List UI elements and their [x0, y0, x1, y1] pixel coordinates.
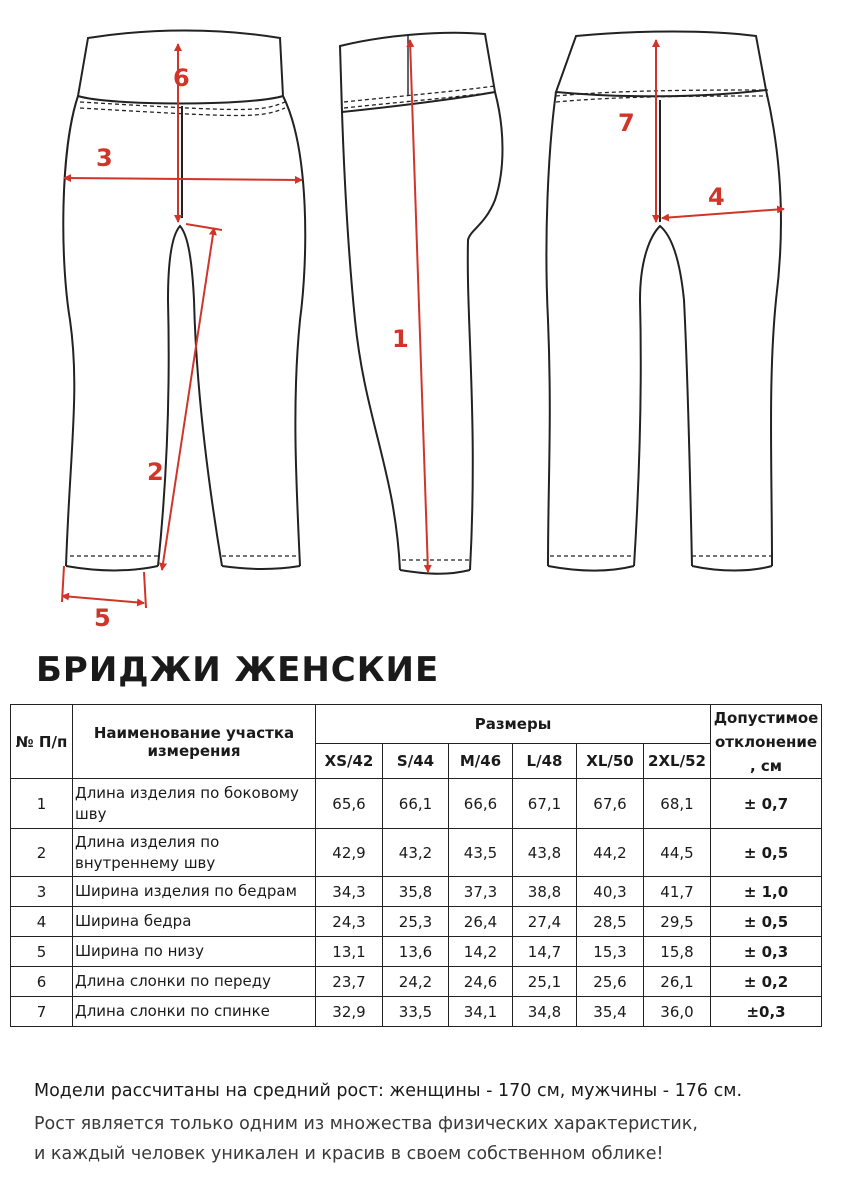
measure-label-5: 5 — [94, 604, 111, 632]
size-value: 43,8 — [513, 829, 577, 877]
table-header-row — [11, 705, 822, 744]
size-value: 24,6 — [449, 967, 513, 997]
size-value: 24,3 — [316, 907, 383, 937]
row-name: Длина слонки по спинке — [73, 997, 316, 1027]
arrow-1 — [410, 40, 428, 572]
footnote-line-1: Модели рассчитаны на средний рост: женщины - 170 см, мужчины - 176 см. — [34, 1081, 743, 1101]
size-value: 65,6 — [316, 779, 383, 829]
size-value: 14,2 — [449, 937, 513, 967]
size-value: 29,5 — [644, 907, 711, 937]
size-value: 35,8 — [383, 877, 449, 907]
size-value: 24,2 — [383, 967, 449, 997]
size-value: 41,7 — [644, 877, 711, 907]
size-value: 38,8 — [513, 877, 577, 907]
row-name: Ширина изделия по бедрам — [73, 877, 316, 907]
table-row — [11, 937, 822, 967]
size-value: 28,5 — [577, 907, 644, 937]
row-name: Длина изделия по внутреннему шву — [73, 829, 316, 877]
size-value: 35,4 — [577, 997, 644, 1027]
size-value: 33,5 — [383, 997, 449, 1027]
row-number: 2 — [11, 829, 73, 877]
footnote-line-3: и каждый человек уникален и красив в своем собственном облике! — [34, 1144, 664, 1164]
size-value: 34,8 — [513, 997, 577, 1027]
size-value: 36,0 — [644, 997, 711, 1027]
size-value: 26,1 — [644, 967, 711, 997]
row-name: Длина изделия по боковому шву — [73, 779, 316, 829]
size-value: 34,3 — [316, 877, 383, 907]
size-value: 67,6 — [577, 779, 644, 829]
size-value: 42,9 — [316, 829, 383, 877]
arrow-3 — [64, 178, 302, 180]
row-number: 4 — [11, 907, 73, 937]
size-header-cell: L/48 — [513, 744, 577, 779]
row-tolerance: ± 1,0 — [711, 877, 822, 907]
header-name: Наименование участка измерения — [73, 705, 316, 779]
back-view-drawing — [546, 32, 781, 571]
page-title: БРИДЖИ ЖЕНСКИЕ — [36, 650, 440, 690]
size-value: 37,3 — [449, 877, 513, 907]
size-value: 68,1 — [644, 779, 711, 829]
row-tolerance: ± 0,7 — [711, 779, 822, 829]
table-row — [11, 829, 822, 877]
size-value: 15,3 — [577, 937, 644, 967]
size-value: 66,6 — [449, 779, 513, 829]
row-tolerance: ± 0,5 — [711, 907, 822, 937]
size-value: 44,2 — [577, 829, 644, 877]
size-header-cell: XS/42 — [316, 744, 383, 779]
footnote-line-2: Рост является только одним из множества физических характеристик, — [34, 1114, 698, 1134]
size-value: 66,1 — [383, 779, 449, 829]
size-value: 25,6 — [577, 967, 644, 997]
size-value: 25,3 — [383, 907, 449, 937]
table-row — [11, 877, 822, 907]
size-value: 14,7 — [513, 937, 577, 967]
measure-label-1: 1 — [392, 325, 409, 353]
arrow-5 — [62, 596, 144, 603]
row-tolerance: ± 0,2 — [711, 967, 822, 997]
size-value: 67,1 — [513, 779, 577, 829]
size-value: 25,1 — [513, 967, 577, 997]
size-header-cell: M/46 — [449, 744, 513, 779]
table-row — [11, 907, 822, 937]
size-value: 40,3 — [577, 877, 644, 907]
size-value: 13,1 — [316, 937, 383, 967]
header-sizes: Размеры — [316, 705, 711, 744]
header-tolerance: Допустимое отклонение , см — [711, 705, 822, 779]
size-value: 27,4 — [513, 907, 577, 937]
table-row — [11, 997, 822, 1027]
size-header-cell: S/44 — [383, 744, 449, 779]
header-number: № П/п — [11, 705, 73, 779]
size-value: 43,2 — [383, 829, 449, 877]
row-number: 1 — [11, 779, 73, 829]
measure-arrows — [62, 40, 784, 608]
size-value: 15,8 — [644, 937, 711, 967]
row-name: Ширина по низу — [73, 937, 316, 967]
size-header-cell: XL/50 — [577, 744, 644, 779]
row-tolerance: ± 0,5 — [711, 829, 822, 877]
size-value: 43,5 — [449, 829, 513, 877]
row-number: 5 — [11, 937, 73, 967]
measure-label-6: 6 — [173, 64, 190, 92]
side-view-drawing — [340, 33, 503, 574]
measure-label-3: 3 — [96, 144, 113, 172]
size-header-cell: 2XL/52 — [644, 744, 711, 779]
size-table — [10, 704, 822, 1027]
size-value: 34,1 — [449, 997, 513, 1027]
table-row — [11, 779, 822, 829]
front-view-drawing — [63, 31, 305, 571]
size-value: 13,6 — [383, 937, 449, 967]
row-name: Длина слонки по переду — [73, 967, 316, 997]
row-tolerance: ± 0,3 — [711, 937, 822, 967]
size-value: 26,4 — [449, 907, 513, 937]
size-value: 23,7 — [316, 967, 383, 997]
measure-label-7: 7 — [618, 109, 635, 137]
row-number: 3 — [11, 877, 73, 907]
arrow-2 — [162, 228, 214, 570]
row-tolerance: ±0,3 — [711, 997, 822, 1027]
table-row — [11, 967, 822, 997]
row-number: 6 — [11, 967, 73, 997]
row-number: 7 — [11, 997, 73, 1027]
size-value: 32,9 — [316, 997, 383, 1027]
measure-label-4: 4 — [708, 183, 725, 211]
measure-label-2: 2 — [147, 458, 164, 486]
row-name: Ширина бедра — [73, 907, 316, 937]
size-value: 44,5 — [644, 829, 711, 877]
